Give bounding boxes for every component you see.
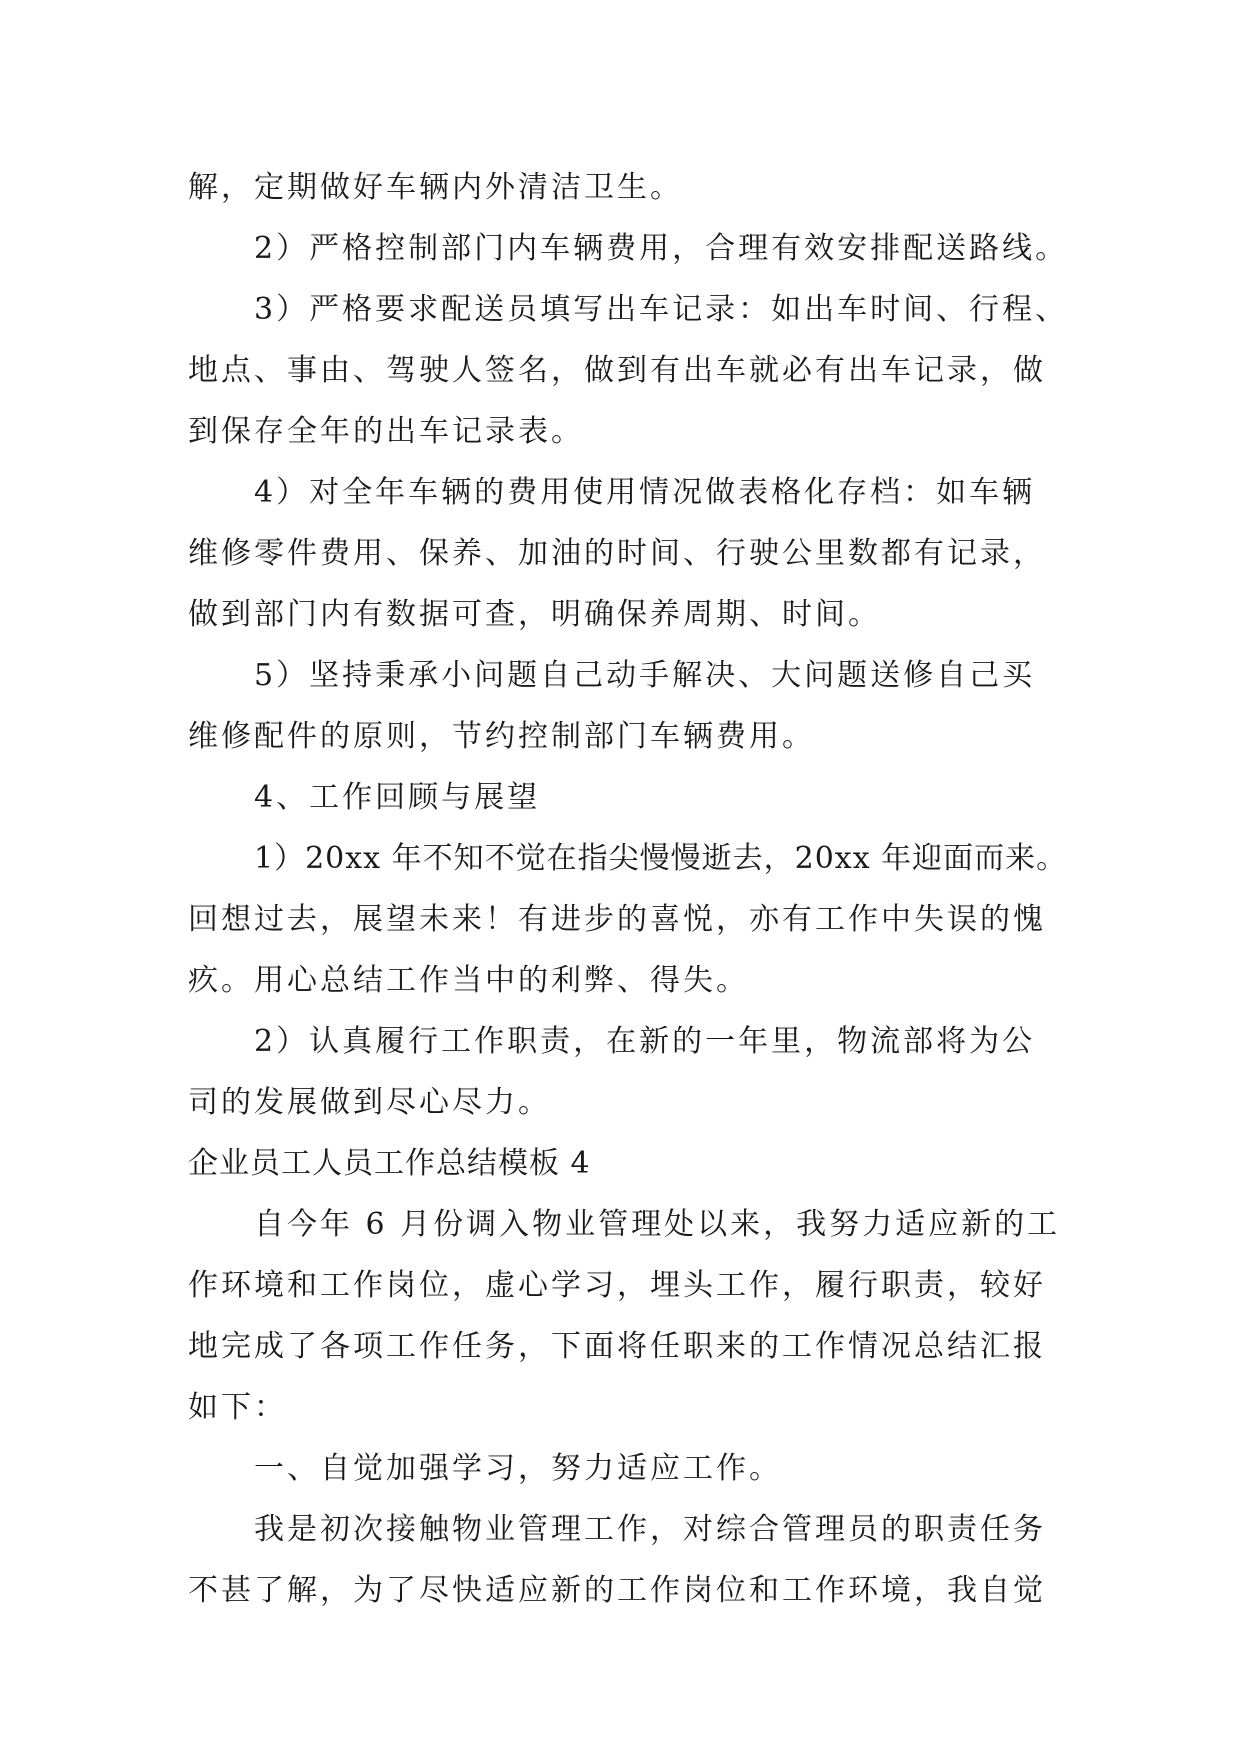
text-line-16: 司的发展做到尽心尽力。 [188, 1085, 551, 1120]
text-line-5: 到保存全年的出车记录表。 [188, 414, 584, 449]
text-line-1: 解，定期做好车辆内外清洁卫生。 [188, 170, 683, 205]
text-line-19: 作环境和工作岗位，虚心学习，埋头工作，履行职责，较好 [188, 1268, 1046, 1303]
document-body [188, 157, 1068, 1621]
text-line-9: 5）坚持秉承小问题自己动手解决、大问题送修自己买 [254, 658, 1036, 693]
text-line-7: 维修零件费用、保养、加油的时间、行驶公里数都有记录， [188, 536, 1046, 571]
text-line-2: 2）严格控制部门内车辆费用，合理有效安排配送路线。 [254, 231, 1069, 266]
text-line-10: 维修配件的原则，节约控制部门车辆费用。 [188, 719, 815, 754]
text-line-24: 不甚了解，为了尽快适应新的工作岗位和工作环境，我自觉 [188, 1573, 1046, 1608]
text-line-23: 我是初次接触物业管理工作，对综合管理员的职责任务 [254, 1512, 1046, 1547]
text-line-12: 1）20xx 年不知不觉在指尖慢慢逝去，20xx 年迎面而来。 [254, 841, 1068, 876]
text-line-14: 疚。用心总结工作当中的利弊、得失。 [188, 963, 749, 998]
text-line-18: 自今年 6 月份调入物业管理处以来，我努力适应新的工 [254, 1207, 1061, 1242]
text-line-4: 地点、事由、驾驶人签名，做到有出车就必有出车记录，做 [188, 353, 1046, 388]
text-line-15: 2）认真履行工作职责，在新的一年里，物流部将为公 [254, 1024, 1036, 1059]
text-line-13: 回想过去，展望未来！有进步的喜悦，亦有工作中失误的愧 [188, 902, 1046, 937]
text-line-21: 如下： [188, 1390, 287, 1425]
text-line-20: 地完成了各项工作任务，下面将任职来的工作情况总结汇报 [188, 1329, 1046, 1364]
text-line-3: 3）严格要求配送员填写出车记录：如出车时间、行程、 [254, 292, 1069, 327]
text-line-6: 4）对全年车辆的费用使用情况做表格化存档：如车辆 [254, 475, 1036, 510]
section-heading-review: 4、工作回顾与展望 [254, 780, 541, 815]
text-line-8: 做到部门内有数据可查，明确保养周期、时间。 [188, 597, 881, 632]
document-title-4: 企业员工人员工作总结模板 4 [188, 1146, 591, 1181]
section-heading-study: 一、自觉加强学习，努力适应工作。 [254, 1451, 782, 1486]
